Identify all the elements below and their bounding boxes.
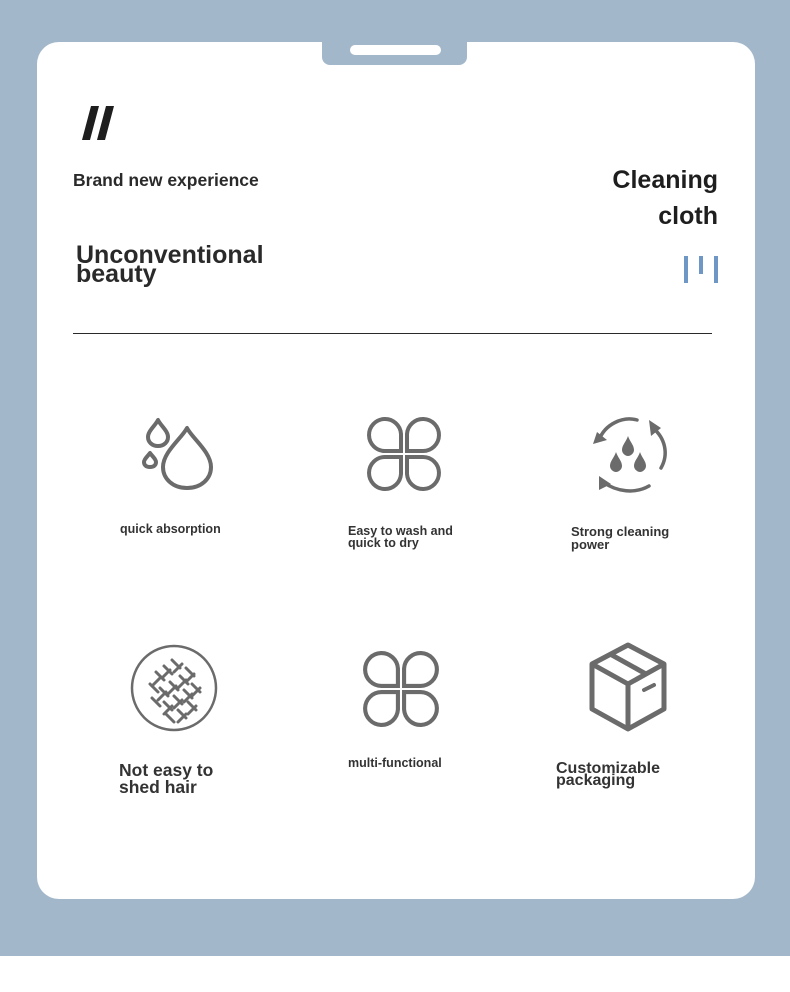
four-petal-icon bbox=[366, 416, 442, 492]
woven-fabric-icon bbox=[130, 644, 218, 732]
double-slash-quote-icon bbox=[82, 106, 118, 140]
feature-label: Easy to wash and quick to dry bbox=[348, 524, 453, 550]
feature-no-shedding bbox=[119, 644, 299, 844]
package-box-icon bbox=[588, 642, 668, 732]
feature-label: multi-functional bbox=[348, 756, 442, 770]
headline: Unconventional beauty bbox=[76, 241, 264, 288]
recycle-water-icon bbox=[591, 416, 671, 496]
feature-quick-absorption bbox=[120, 416, 300, 616]
triple-bar-accent-icon bbox=[684, 254, 718, 284]
feature-label: Strong cleaning power bbox=[571, 524, 670, 552]
feature-label: quick absorption bbox=[120, 522, 221, 536]
product-title: Cleaning cloth bbox=[612, 166, 718, 230]
feature-label: Not easy to shed hair bbox=[119, 760, 214, 797]
feature-label: Customizable packaging bbox=[556, 760, 661, 789]
feature-easy-wash bbox=[348, 416, 528, 616]
water-drops-icon bbox=[140, 416, 220, 492]
feature-multi-functional bbox=[348, 650, 528, 850]
notch-slot bbox=[350, 45, 441, 55]
feature-strong-cleaning bbox=[571, 416, 751, 616]
four-petal-icon bbox=[362, 650, 440, 728]
section-divider bbox=[73, 333, 712, 334]
feature-custom-packaging bbox=[556, 642, 736, 842]
tagline: Brand new experience bbox=[73, 170, 259, 190]
